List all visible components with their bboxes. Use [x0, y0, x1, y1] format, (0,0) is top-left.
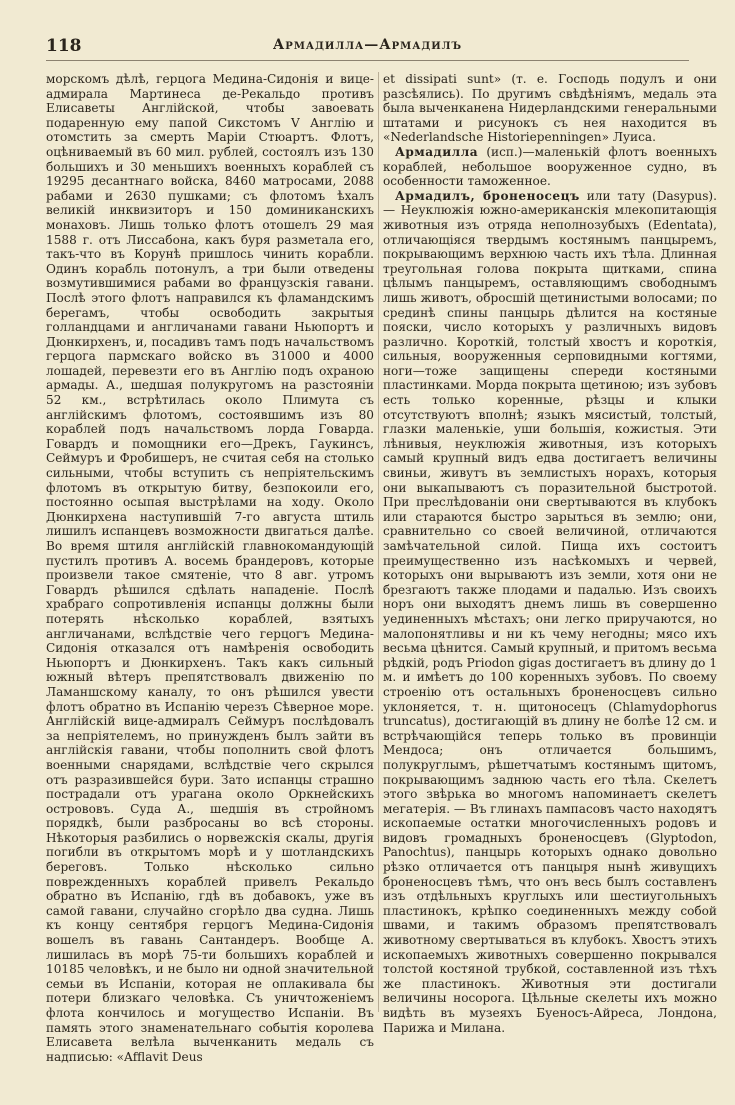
column-divider	[378, 72, 379, 1012]
page-number: 118	[46, 36, 82, 56]
entry-text: (исп.)—маленькій флотъ военныхъ кораблей, небольшое вооруженное судно, въ особенности таможенное.	[383, 144, 717, 189]
headword: Армадилъ, броненосецъ	[395, 188, 580, 203]
entry-armadil	[383, 189, 717, 1035]
page-header	[46, 34, 689, 61]
paragraph: морскомъ дѣлѣ, герцога Медина-Сидонія и вице-адмирала Мартинеса де-Рекальдо противъ Елисаветы Англійской, чтобы завоевать подаренную ему папой Сикстомъ V Англію и отомстить за смерть Маріи Стюартъ. Флотъ, оцѣниваемый въ 60 мил. рублей, состоялъ изъ 130 большихъ и 30 меньшихъ военныхъ кораблей съ 19295 десантнаго войска, 8460 матросами, 2088 рабами и 2630 пушками; съ флотомъ ѣхалъ великій инквизиторъ и 150 доминиканскихъ монаховъ. Лишь только флотъ отошелъ 29 мая 1588 г. отъ Лиссабона, какъ буря разметала его, такъ-что въ Корунѣ пришлось чинить корабли. Одинъ корабль потонулъ, а три были отведены возмутившимися рабами во французскія гавани. Послѣ этого флотъ направился къ фламандскимъ берегамъ, чтобы освободить закрытыя голландцами и англичанами гавани Ньюпортъ и Дюнкирхенъ, и, посадивъ тамъ подъ начальствомъ герцога пармскаго войско въ 31000 и 4000 лошадей, перевезти его въ Англію подъ охраною армады. А., шедшая полукругомъ на разстояніи 52 км., встрѣтилась около Плимута съ англійскимъ флотомъ, состоявшимъ изъ 80 кораблей подъ начальствомъ лорда Говарда. Говардъ и помощники его—Дрекъ, Гаукинсъ, Сеймуръ и Фробишеръ, не считая себя на столько сильными, чтобы вступить съ непріятельскимъ флотомъ въ открытую битву, безпокоили его, постоянно осыпая выстрѣлами на ходу. Около Дюнкирхена наступившій 7-го августа штиль лишилъ испанцевъ возможности двигаться далѣе. Во время штиля англійскій главнокомандующій пустилъ противъ А. восемь брандеровъ, которые произвели такое смятеніе, что 8 авг. утромъ Говардъ рѣшился сдѣлать нападеніе. Послѣ храбраго сопротивленія испанцы должны были потерять нѣсколько кораблей, взятыхъ англичанами, вслѣдствіе чего герцогъ Медина-Сидонія отказался отъ намѣренія освободить Ньюпортъ и Дюнкирхенъ. Такъ какъ сильный южный вѣтеръ препятствовалъ движенію по Ламаншскому каналу, то онъ рѣшился увести флотъ обратно въ Испанію черезъ Сѣверное море. Англійскій вице-адмиралъ Сеймуръ послѣдовалъ за непріятелемъ, но принужденъ былъ зайти въ англійскія гавани, чтобы пополнить свой флотъ военными снарядами, вслѣдствіе чего скрылся отъ разразившейся бури. Зато испанцы страшно пострадали отъ урагана около Оркнейскихъ острововъ. Суда А., шедшія въ стройномъ порядкѣ, были разбросаны во всѣ стороны. Нѣкоторыя разбились о норвежскія скалы, другія погибли въ открытомъ морѣ и у шотландскихъ береговъ. Только нѣсколько сильно поврежденныхъ кораблей привелъ Рекальдо обратно въ Испанію, гдѣ въ добавокъ, уже въ самой гавани, случайно сгорѣло два судна. Лишь къ концу сентября герцогъ Медина-Сидонія вошелъ въ гавань Сантандеръ. Вообще А. лишилась въ морѣ 75-ти большихъ кораблей и 10185 человѣкъ, и не было ни одной значительной семьи въ Испаніи, которая не оплакивала бы потери близкаго человѣка. Съ уничтоженіемъ флота кончилось и могущество Испаніи. Въ память этого знаменательнаго событія королева Елисавета велѣла выченканить медаль съ надписью: «Afflavit Deus	[46, 72, 374, 1064]
headword: Армадилла	[395, 144, 479, 159]
running-title: Армадилла—Армадилъ	[272, 37, 463, 53]
right-column	[383, 72, 717, 1082]
entry-armadilla	[383, 145, 717, 189]
entry-text: или тату (Dasypus). — Неуклюжія южно-американскія млекопитающія животныя изъ отряда неполнозубыхъ (Edentata), отличающіяся твердымъ костянымъ панцыремъ, покрывающимъ верхнюю часть ихъ тѣла. Длинная треугольная голова покрыта щитками, спина цѣлымъ панцыремъ, оставляющимъ свободнымъ лишь животъ, обросшій щетинистыми волосами; по срединѣ спины панцырь дѣлится на костяные пояски, число которыхъ у различныхъ видовъ различно. Короткій, толстый хвостъ и короткія, сильныя, вооруженныя серповидными когтями, ноги—тоже защищены спереди костяными пластинками. Морда покрыта щетиною; изъ зубовъ есть только коренные, рѣзцы и клыки отсутствуютъ вполнѣ; языкъ мясистый, толстый, глазки маленькіе, уши большія, кожистыя. Эти лѣнивыя, неуклюжія животныя, изъ которыхъ самый крупный видъ едва достигаетъ величины свиньи, живутъ въ землистыхъ норахъ, которыя они выкапываютъ съ поразительной быстротой. При преслѣдованіи они свертываются въ клубокъ или стараются быстро зарыться въ землю; они, сравнительно со своей величиной, отличаются замѣчательной силой. Пища ихъ состоитъ преимущественно изъ насѣкомыхъ и червей, которыхъ они вырываютъ изъ земли, хотя они не брезгаютъ также плодами и падалью. Изъ своихъ норъ они выходятъ днемъ лишь въ совершенно уединенныхъ мѣстахъ; они легко приручаются, но малопонятливы и ни къ чему негодны; мясо ихъ весьма цѣнится. Самый крупный, и притомъ весьма рѣдкій, родъ Priodon gigas достигаетъ въ длину до 1 м. и имѣетъ до 100 коренныхъ зубовъ. По своему строенію отъ остальныхъ броненосцевъ сильно уклоняется, т. н. щитоносецъ (Chlamydophorus truncatus), достигающій въ длину не болѣе 12 см. и встрѣчающійся теперь только въ провинціи Мендоса; онъ отличается большимъ, полукруглымъ, рѣшетчатымъ костянымъ щитомъ, покрывающимъ заднюю часть его тѣла. Скелетъ этого звѣрька во многомъ напоминаетъ скелетъ мегатерія. — Въ глинахъ пампасовъ часто находятъ ископаемые остатки многочисленныхъ родовъ и видовъ громадныхъ броненосцевъ (Glyptodon, Panochtus), панцырь которыхъ однако довольно рѣзко отличается отъ панцыря нынѣ живущихъ броненосцевъ тѣмъ, что онъ весь былъ составленъ изъ отдѣльныхъ круглыхъ или шестиугольныхъ пластинокъ, крѣпко соединенныхъ между собой швами, и такимъ образомъ препятствовалъ животному свертываться въ клубокъ. Хвостъ этихъ ископаемыхъ животныхъ совершенно покрывался толстой костяной трубкой, составленной изъ тѣхъ же пластинокъ. Животныя эти достигали величины носорога. Цѣльные скелеты ихъ можно видѣть въ музеяхъ Буеносъ-Айреса, Лондона, Парижа и Милана.	[383, 188, 717, 1035]
paragraph	[383, 72, 717, 145]
paragraph-text: et dissipati sunt» (т. е. Господь подулъ и они разсѣялись). По другимъ свѣдѣніямъ, медаль эта была выченканена Нидерландскими генеральными штатами и рисунокъ съ нея находится въ «Nederlandsche Historiepenningen» Луиса.	[383, 72, 717, 145]
left-column	[46, 72, 374, 1082]
